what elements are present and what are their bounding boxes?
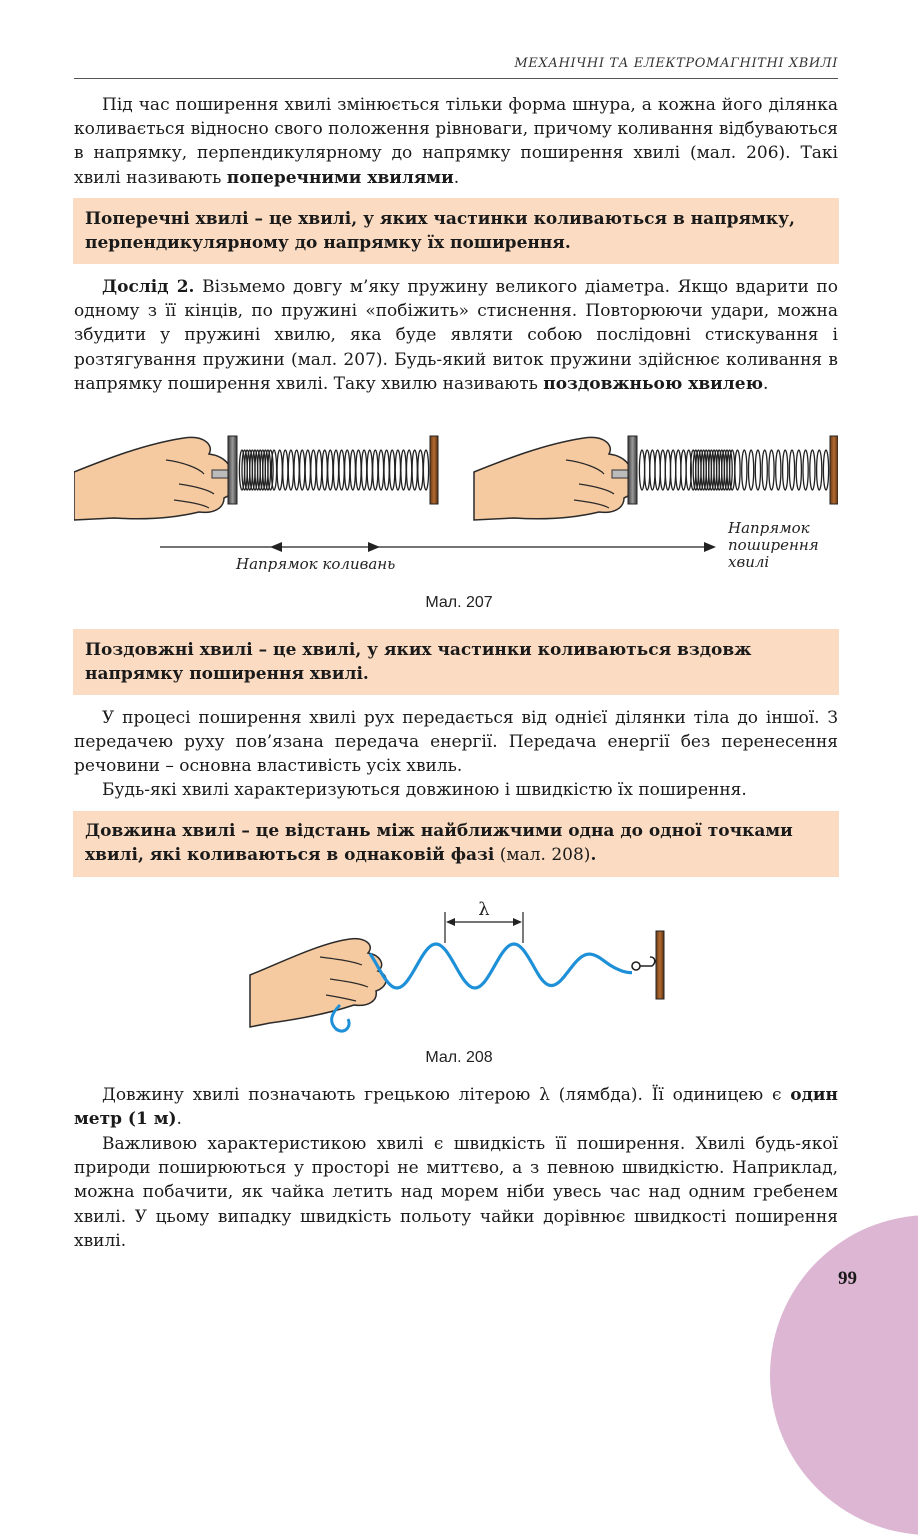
paragraph-end: .	[453, 167, 460, 188]
label-propagation-direction	[728, 520, 819, 571]
spring-coil	[356, 450, 361, 490]
spring-coil	[769, 450, 774, 490]
spring-coil	[762, 450, 767, 490]
connector-left	[212, 470, 230, 478]
spring-coil	[339, 450, 344, 490]
paragraph-characteristics	[74, 778, 838, 802]
label-line-1: Напрямок	[728, 519, 810, 537]
spring-coil	[418, 450, 423, 490]
spring-coil	[407, 450, 412, 490]
spring-coil	[277, 450, 282, 490]
spring-coil	[412, 450, 417, 490]
figure-207	[74, 430, 838, 580]
paragraph-text: У процесі поширення хвилі рух передається від однієї ділянки тіла до іншої. З передачею руху пов’язана передача енергії. Передача енергії без перенесення речовини – основна властивість усіх хвиль.	[74, 708, 838, 777]
spring-coil	[645, 450, 650, 490]
hand-wave	[250, 939, 386, 1027]
spring-coil	[735, 450, 740, 490]
spring-coil	[817, 450, 822, 490]
header-rule	[74, 78, 838, 79]
spring-coil	[423, 450, 428, 490]
wall-wave	[656, 931, 664, 999]
paragraph-text: Важливою характеристикою хвилі є швидкість її поширення. Хвилі будь-якої природи поширюються у просторі не миттєво, а з певною швидкістю. Наприклад, можна побачити, як чайка летить над морем ніби увесь час над одним гребенем хвилі. У цьому випадку швидкість польоту чайки дорівнює швидкості поширення хвилі.	[74, 1134, 838, 1251]
paragraph-end: .	[763, 373, 769, 394]
spring-coil	[294, 450, 299, 490]
hand-right	[474, 437, 634, 520]
spring-coil	[401, 450, 406, 490]
spring-coil	[789, 450, 794, 490]
wall-right	[830, 436, 838, 504]
plate-right	[628, 436, 637, 504]
paragraph-experiment-2	[74, 275, 838, 396]
figure-reference: (мал. 208)	[494, 845, 591, 866]
corner-decoration	[770, 1215, 918, 1535]
spring-coil	[390, 450, 395, 490]
definition-longitudinal: Поздовжні хвилі – це хвилі, у яких частинки коливаються вздовж напрямку поширення хвилі.	[73, 629, 839, 695]
spring-coil	[395, 450, 400, 490]
spring-coil	[384, 450, 389, 490]
wave-cord	[370, 944, 632, 988]
spring-coil	[311, 450, 316, 490]
lambda-symbol: λ	[478, 899, 490, 920]
hook	[632, 957, 655, 970]
spring-coil	[796, 450, 801, 490]
paragraph-text: Візьмемо довгу м’яку пружину великого діаметра. Якщо вдарити по одному з її кінців, по пружині «побіжить» стиснення. Повторюючи удари, можна збудити у пружині хвилю, яка буде являти собою послідовні стискування і розтягування пружини (мал. 207). Будь-який виток пружини здійснює коливання в напрямку поширення хвилі. Таку хвилю називають	[74, 277, 839, 394]
paragraph-text: Під час поширення хвилі змінюється тільки форма шнура, а кожна його ділянка коливається відносно свого положення рівноваги, причому коливання відбуваються в напрямку, перпендикулярному до напрямку поширення хвилі (мал. 206). Такі хвилі називають	[74, 95, 838, 188]
figure-208	[240, 895, 680, 1040]
spring-left	[239, 450, 428, 490]
spring-coil	[755, 450, 760, 490]
spring-coil	[328, 450, 333, 490]
paragraph-text: Будь-які хвилі характеризуються довжиною і швидкістю їх поширення.	[102, 780, 747, 800]
spring-coil	[373, 450, 378, 490]
spring-coil	[300, 450, 305, 490]
spring-coil	[283, 450, 288, 490]
unit-meter: один метр (1 м)	[74, 1085, 838, 1130]
spring-right	[639, 450, 828, 490]
propagation-arrowhead	[704, 542, 716, 552]
spring-coil	[639, 450, 644, 490]
spring-coil	[305, 450, 310, 490]
label-line-3: хвилі	[728, 553, 770, 571]
paragraph-wavelength-unit	[74, 1083, 838, 1131]
paragraph-end: .	[176, 1109, 182, 1130]
figure-208-caption: Мал. 208	[425, 1049, 493, 1066]
label-oscillation-direction: Напрямок коливань	[236, 555, 396, 573]
spring-coil	[681, 450, 686, 490]
definition-wavelength	[73, 811, 839, 877]
hand-left	[74, 437, 234, 520]
term-longitudinal: поздовжньою хвилею	[543, 373, 764, 394]
running-header: МЕХАНІЧНІ ТА ЕЛЕКТРОМАГНІТНІ ХВИЛІ	[514, 56, 838, 71]
paragraph-text: Довжину хвилі позначають грецькою літерою λ (лямбда). Її одиницею є	[102, 1085, 791, 1105]
definition-transverse: Поперечні хвилі – це хвилі, у яких частинки коливаються в напрямку, перпендикулярному до напрямку їх поширення.	[73, 198, 839, 264]
spring-coil	[671, 450, 676, 490]
spring-coil	[776, 450, 781, 490]
spring-coil	[742, 450, 747, 490]
paragraph-wave-speed	[74, 1132, 838, 1253]
spring-coil	[660, 450, 665, 490]
spring-coil	[350, 450, 355, 490]
oscillation-arrowhead-left	[270, 542, 282, 552]
spring-coil	[823, 450, 828, 490]
definition-text: Довжина хвилі – це відстань між найближчими одна до одної точками хвилі, які коливаються в однаковій фазі	[85, 821, 793, 866]
figure-207-caption: Мал. 207	[425, 594, 493, 611]
oscillation-arrowhead-right	[368, 542, 380, 552]
paragraph-transverse	[74, 93, 838, 190]
plate-left	[228, 436, 237, 504]
page-number: 99	[838, 1268, 857, 1289]
spring-coil	[367, 450, 372, 490]
spring-coil	[317, 450, 322, 490]
spring-coil	[271, 450, 276, 490]
spring-coil	[803, 450, 808, 490]
definition-end: .	[590, 845, 597, 866]
label-line-2: поширення	[728, 536, 819, 554]
spring-coil	[783, 450, 788, 490]
spring-coil	[650, 450, 655, 490]
connector-right	[612, 470, 630, 478]
experiment-lead: Дослід 2.	[102, 277, 195, 297]
spring-coil	[322, 450, 327, 490]
paragraph-energy-transfer	[74, 706, 838, 779]
term-transverse: поперечними хвилями	[226, 167, 454, 188]
spring-coil	[810, 450, 815, 490]
spring-coil	[676, 450, 681, 490]
spring-coil	[333, 450, 338, 490]
spring-coil	[655, 450, 660, 490]
spring-coil	[749, 450, 754, 490]
spring-coil	[665, 450, 670, 490]
spring-coil	[362, 450, 367, 490]
spring-coil	[378, 450, 383, 490]
spring-coil	[345, 450, 350, 490]
spring-coil	[288, 450, 293, 490]
wall-left	[430, 436, 438, 504]
